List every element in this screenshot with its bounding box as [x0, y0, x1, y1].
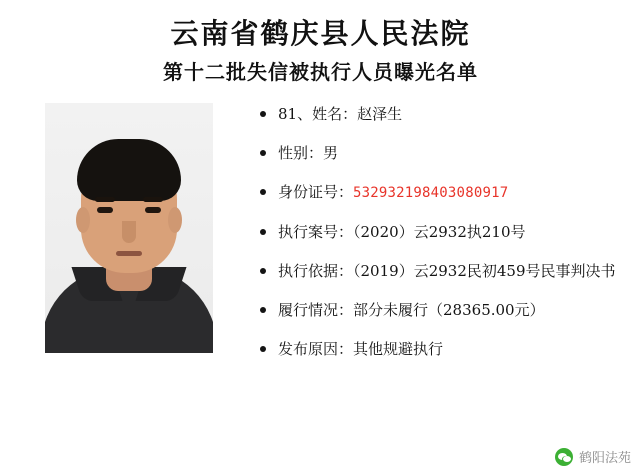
- field-value: （2020）云2932执210号: [353, 222, 526, 241]
- photo-brow-right: [143, 197, 163, 202]
- field-value-id-number: 532932198403080917: [353, 185, 509, 201]
- field-label: 执行依据：: [278, 261, 354, 280]
- list-item: [258, 144, 623, 162]
- fields-column: [258, 99, 641, 379]
- list-item: [258, 105, 623, 123]
- bullet-icon: [260, 346, 266, 352]
- photo-brow-left: [95, 197, 115, 202]
- list-item: [258, 183, 623, 202]
- page-subtitle: 第十二批失信被执行人员曝光名单: [163, 60, 478, 84]
- person-photo: [45, 103, 213, 353]
- photo-mouth: [116, 251, 142, 256]
- photo-column: [0, 99, 258, 353]
- field-label: 性别：: [278, 144, 324, 162]
- photo-ear-left: [76, 207, 90, 233]
- photo-hair: [77, 139, 181, 201]
- bullet-icon: [260, 150, 266, 156]
- bullet-icon: [260, 229, 266, 235]
- poster-body: [0, 99, 641, 379]
- page-title: 云南省鹤庆县人民法院: [170, 17, 471, 50]
- wechat-account-name: 鹤阳法苑: [578, 451, 631, 466]
- photo-nose: [122, 221, 136, 243]
- field-value: （2019）云2932民初459号民事判决书: [353, 261, 616, 280]
- field-value: 部分未履行（28365.00元）: [353, 300, 545, 319]
- footer-watermark: [555, 447, 631, 466]
- list-item: [258, 223, 623, 241]
- field-list: [258, 105, 623, 358]
- bullet-icon: [260, 307, 266, 313]
- wechat-icon: [555, 448, 573, 466]
- field-label: 身份证号：: [278, 183, 354, 201]
- list-item: [258, 262, 623, 280]
- bullet-icon: [260, 189, 266, 195]
- field-value: 男: [323, 144, 339, 162]
- photo-ear-right: [168, 207, 182, 233]
- bullet-icon: [260, 111, 266, 117]
- field-label: 履行情况：: [278, 300, 354, 319]
- photo-eye-right: [145, 207, 161, 213]
- field-value: 其他规避执行: [353, 339, 444, 358]
- list-item: [258, 340, 623, 358]
- list-item: [258, 301, 623, 319]
- field-label: 发布原因：: [278, 339, 354, 358]
- photo-eye-left: [97, 207, 113, 213]
- bullet-icon: [260, 268, 266, 274]
- field-value: 赵泽生: [357, 105, 403, 123]
- field-label: 执行案号：: [278, 222, 354, 241]
- field-label: 81、姓名：: [278, 105, 358, 123]
- poster-header: [0, 0, 641, 85]
